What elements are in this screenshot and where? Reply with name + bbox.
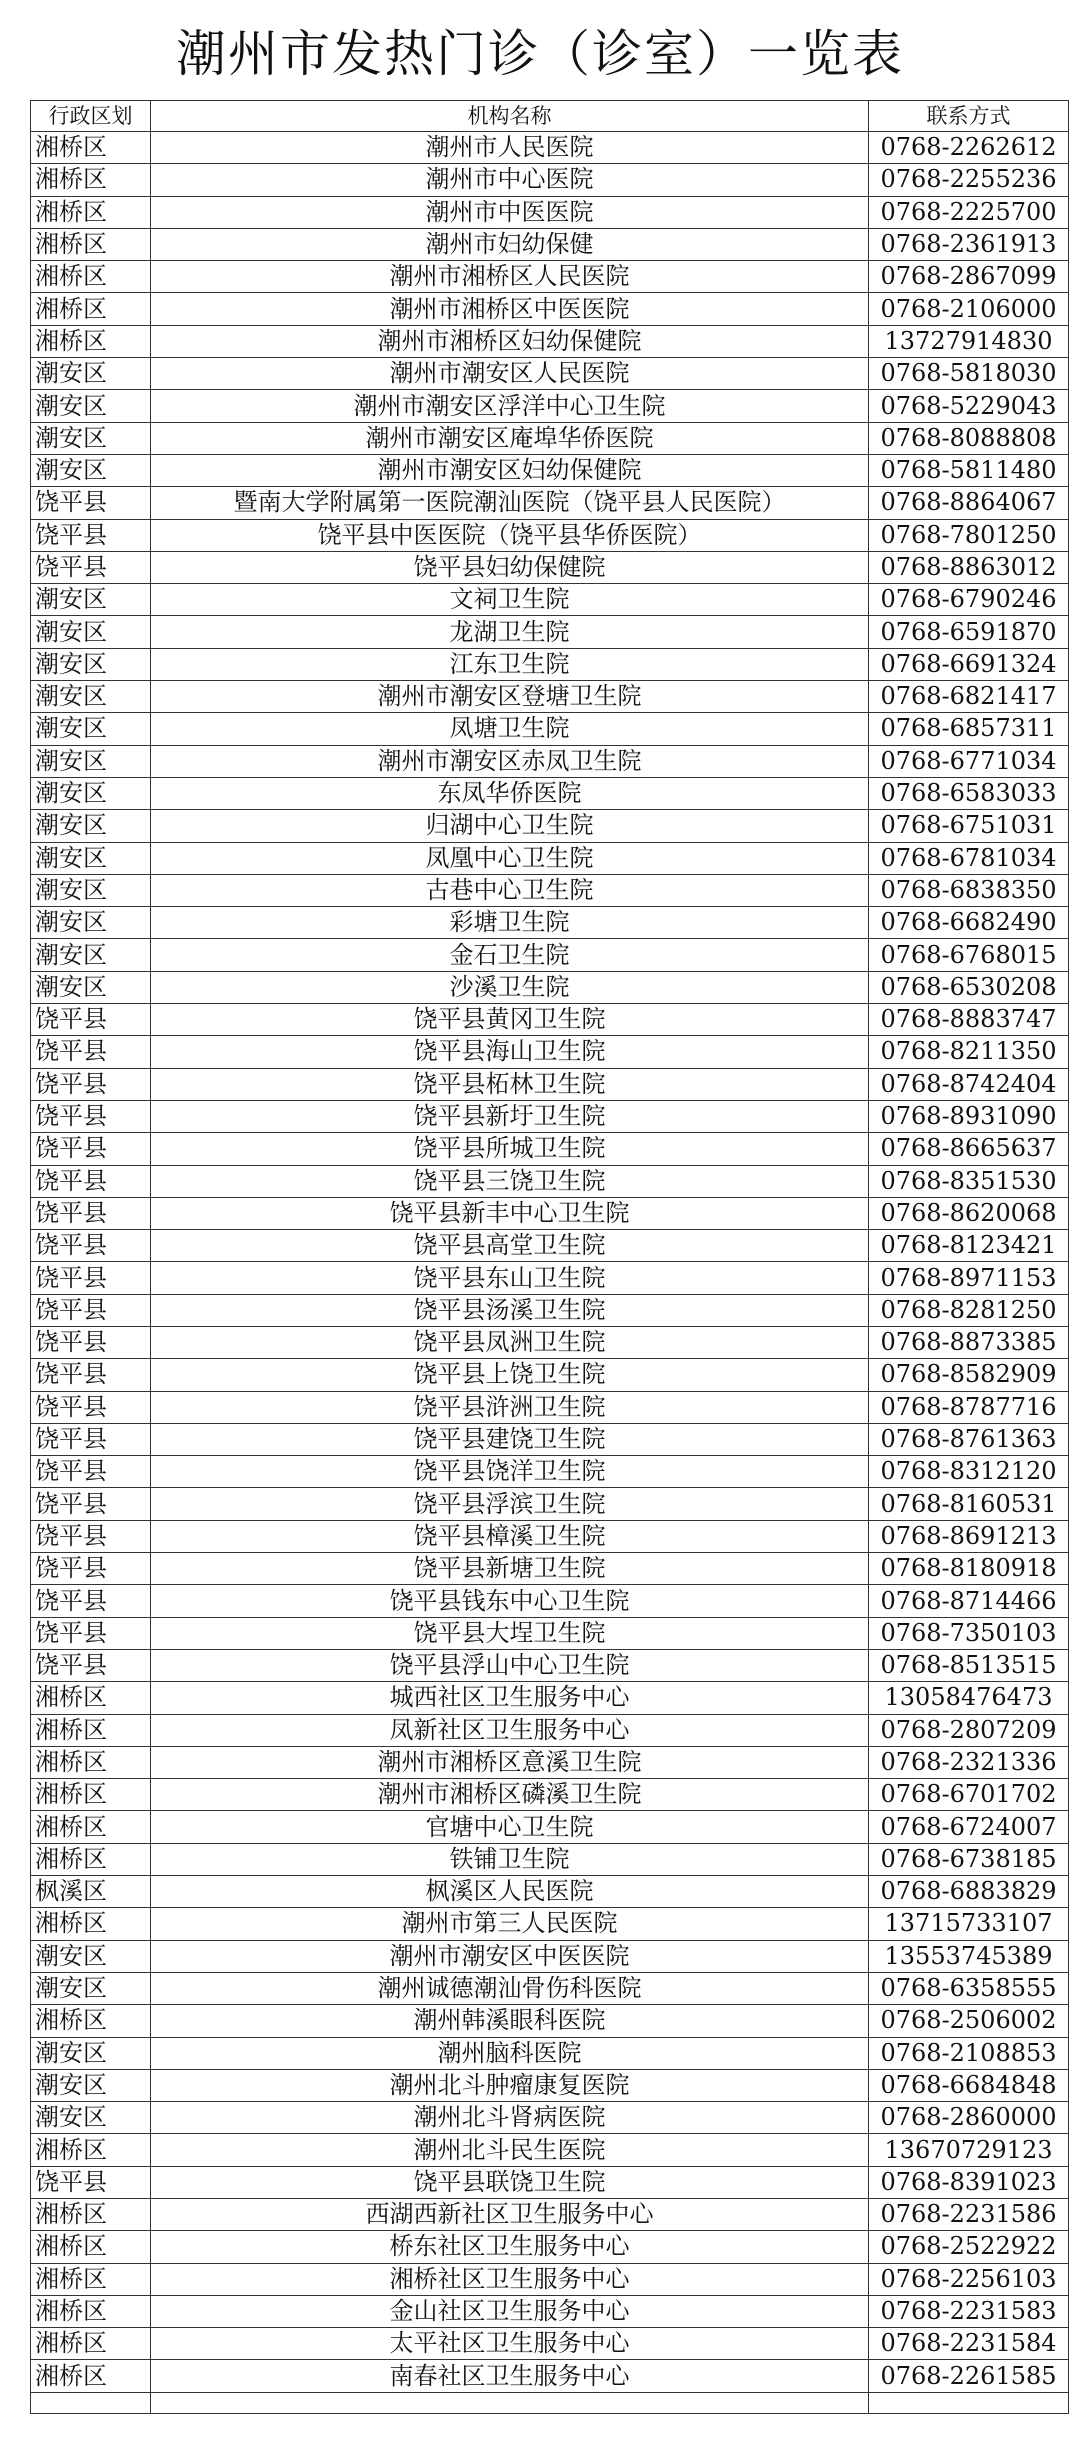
institution-name-cell: 凤新社区卫生服务中心 [151, 1714, 869, 1746]
table-row [31, 1262, 1069, 1294]
phone-cell: 0768-6682490 [869, 907, 1069, 939]
table-row [31, 1004, 1069, 1036]
table-row [31, 2005, 1069, 2037]
phone-cell: 0768-6358555 [869, 1972, 1069, 2004]
table-row [31, 2037, 1069, 2069]
phone-cell: 0768-6738185 [869, 1843, 1069, 1875]
table-row [31, 551, 1069, 583]
table-row [31, 1294, 1069, 1326]
phone-cell: 0768-6724007 [869, 1811, 1069, 1843]
district-cell: 潮安区 [31, 842, 151, 874]
institution-name-cell: 饶平县建饶卫生院 [151, 1423, 869, 1455]
table-row [31, 681, 1069, 713]
phone-cell: 0768-6691324 [869, 648, 1069, 680]
phone-cell: 0768-8714466 [869, 1585, 1069, 1617]
institution-name-cell: 饶平县新丰中心卫生院 [151, 1197, 869, 1229]
institution-name-cell: 湘桥社区卫生服务中心 [151, 2263, 869, 2295]
phone-cell: 0768-7801250 [869, 519, 1069, 551]
district-cell: 湘桥区 [31, 2295, 151, 2327]
phone-cell: 0768-6701702 [869, 1779, 1069, 1811]
district-cell: 潮安区 [31, 777, 151, 809]
institution-name-cell: 文祠卫生院 [151, 584, 869, 616]
institution-name-cell: 潮州市第三人民医院 [151, 1908, 869, 1940]
phone-cell: 0768-8691213 [869, 1520, 1069, 1552]
clinic-table [30, 100, 1069, 2414]
table-row [31, 1456, 1069, 1488]
phone-cell: 0768-8312120 [869, 1456, 1069, 1488]
table-row [31, 1100, 1069, 1132]
phone-cell: 0768-8513515 [869, 1649, 1069, 1681]
phone-cell: 0768-2231583 [869, 2295, 1069, 2327]
page-title: 潮州市发热门诊（诊室）一览表 [176, 25, 904, 83]
institution-name-cell: 饶平县浮山中心卫生院 [151, 1649, 869, 1681]
district-cell: 饶平县 [31, 1585, 151, 1617]
district-cell: 潮安区 [31, 2069, 151, 2101]
district-cell: 湘桥区 [31, 261, 151, 293]
institution-name-cell: 潮州市潮安区庵埠华侨医院 [151, 422, 869, 454]
district-cell: 湘桥区 [31, 1811, 151, 1843]
phone-cell: 0768-2225700 [869, 196, 1069, 228]
table-row [31, 1197, 1069, 1229]
phone-cell: 0768-8582909 [869, 1359, 1069, 1391]
phone-cell: 0768-8088808 [869, 422, 1069, 454]
table-row [31, 1326, 1069, 1358]
table-row [31, 1972, 1069, 2004]
table-row [31, 454, 1069, 486]
phone-cell: 0768-2522922 [869, 2231, 1069, 2263]
phone-cell: 0768-8351530 [869, 1165, 1069, 1197]
phone-cell: 0768-8620068 [869, 1197, 1069, 1229]
institution-name-cell: 潮州北斗民生医院 [151, 2134, 869, 2166]
institution-name-cell: 潮州市人民医院 [151, 132, 869, 164]
table-row [31, 1165, 1069, 1197]
table-row [31, 1553, 1069, 1585]
table-row [31, 132, 1069, 164]
table-row [31, 1230, 1069, 1262]
empty-cell [151, 2392, 869, 2413]
institution-name-cell: 凤塘卫生院 [151, 713, 869, 745]
district-cell: 饶平县 [31, 519, 151, 551]
table-row [31, 648, 1069, 680]
phone-cell: 0768-6781034 [869, 842, 1069, 874]
district-cell: 潮安区 [31, 2037, 151, 2069]
district-cell: 潮安区 [31, 810, 151, 842]
phone-cell: 0768-6684848 [869, 2069, 1069, 2101]
district-cell: 饶平县 [31, 1617, 151, 1649]
institution-name-cell: 饶平县饶洋卫生院 [151, 1456, 869, 1488]
table-row [31, 1488, 1069, 1520]
district-cell: 饶平县 [31, 1359, 151, 1391]
institution-name-cell: 潮州市潮安区人民医院 [151, 358, 869, 390]
institution-name-cell: 潮州北斗肿瘤康复医院 [151, 2069, 869, 2101]
district-cell: 湘桥区 [31, 2199, 151, 2231]
district-cell: 潮安区 [31, 939, 151, 971]
phone-cell: 0768-2256103 [869, 2263, 1069, 2295]
institution-name-cell: 潮州北斗肾病医院 [151, 2102, 869, 2134]
institution-name-cell: 饶平县新圩卫生院 [151, 1100, 869, 1132]
table-row [31, 842, 1069, 874]
table-row [31, 1682, 1069, 1714]
institution-name-cell: 太平社区卫生服务中心 [151, 2328, 869, 2360]
phone-cell: 0768-2255236 [869, 164, 1069, 196]
institution-name-cell: 潮州市湘桥区中医医院 [151, 293, 869, 325]
district-cell: 潮安区 [31, 584, 151, 616]
district-cell: 潮安区 [31, 390, 151, 422]
table-row [31, 487, 1069, 519]
institution-name-cell: 饶平县樟溪卫生院 [151, 1520, 869, 1552]
district-cell: 饶平县 [31, 1262, 151, 1294]
district-cell: 饶平县 [31, 1456, 151, 1488]
institution-name-cell: 饶平县上饶卫生院 [151, 1359, 869, 1391]
table-row [31, 1391, 1069, 1423]
phone-cell: 13670729123 [869, 2134, 1069, 2166]
district-cell: 湘桥区 [31, 1843, 151, 1875]
district-cell: 湘桥区 [31, 1779, 151, 1811]
district-cell: 湘桥区 [31, 1908, 151, 1940]
institution-name-cell: 饶平县浮滨卫生院 [151, 1488, 869, 1520]
institution-name-cell: 暨南大学附属第一医院潮汕医院（饶平县人民医院） [151, 487, 869, 519]
district-cell: 饶平县 [31, 1520, 151, 1552]
institution-name-cell: 饶平县柘林卫生院 [151, 1068, 869, 1100]
phone-cell: 0768-5811480 [869, 454, 1069, 486]
phone-cell: 0768-2261585 [869, 2360, 1069, 2392]
district-cell: 饶平县 [31, 1036, 151, 1068]
institution-name-cell: 饶平县所城卫生院 [151, 1133, 869, 1165]
table-row [31, 2360, 1069, 2392]
district-cell: 饶平县 [31, 1165, 151, 1197]
district-cell: 饶平县 [31, 2166, 151, 2198]
table-row [31, 1843, 1069, 1875]
table-row [31, 1585, 1069, 1617]
institution-name-cell: 潮州市湘桥区人民医院 [151, 261, 869, 293]
header-district: 行政区划 [31, 101, 151, 132]
institution-name-cell: 枫溪区人民医院 [151, 1876, 869, 1908]
institution-name-cell: 饶平县三饶卫生院 [151, 1165, 869, 1197]
institution-name-cell: 潮州市潮安区赤凤卫生院 [151, 745, 869, 777]
district-cell: 饶平县 [31, 1488, 151, 1520]
empty-cell [31, 2392, 151, 2413]
table-row [31, 519, 1069, 551]
institution-name-cell: 潮州韩溪眼科医院 [151, 2005, 869, 2037]
phone-cell: 0768-8665637 [869, 1133, 1069, 1165]
table-row [31, 1876, 1069, 1908]
phone-cell: 0768-2231584 [869, 2328, 1069, 2360]
phone-cell: 0768-2262612 [869, 132, 1069, 164]
district-cell: 潮安区 [31, 1940, 151, 1972]
institution-name-cell: 饶平县联饶卫生院 [151, 2166, 869, 2198]
district-cell: 潮安区 [31, 358, 151, 390]
district-cell: 饶平县 [31, 1649, 151, 1681]
district-cell: 湘桥区 [31, 2328, 151, 2360]
phone-cell: 0768-8160531 [869, 1488, 1069, 1520]
phone-cell: 0768-8863012 [869, 551, 1069, 583]
phone-cell: 0768-8123421 [869, 1230, 1069, 1262]
table-row [31, 2263, 1069, 2295]
district-cell: 湘桥区 [31, 2005, 151, 2037]
table-row [31, 196, 1069, 228]
institution-name-cell: 西湖西新社区卫生服务中心 [151, 2199, 869, 2231]
district-cell: 饶平县 [31, 1423, 151, 1455]
phone-cell: 0768-2807209 [869, 1714, 1069, 1746]
phone-cell: 0768-6857311 [869, 713, 1069, 745]
table-row [31, 1811, 1069, 1843]
phone-cell: 0768-6768015 [869, 939, 1069, 971]
phone-cell: 0768-5229043 [869, 390, 1069, 422]
institution-name-cell: 潮州市湘桥区意溪卫生院 [151, 1746, 869, 1778]
district-cell: 潮安区 [31, 616, 151, 648]
district-cell: 湘桥区 [31, 325, 151, 357]
institution-name-cell: 潮州市妇幼保健 [151, 228, 869, 260]
phone-cell: 0768-6821417 [869, 681, 1069, 713]
phone-cell: 0768-2106000 [869, 293, 1069, 325]
institution-name-cell: 金石卫生院 [151, 939, 869, 971]
empty-row [31, 2392, 1069, 2413]
phone-cell: 0768-6883829 [869, 1876, 1069, 1908]
district-cell: 饶平县 [31, 1230, 151, 1262]
district-cell: 饶平县 [31, 487, 151, 519]
header-institution: 机构名称 [151, 101, 869, 132]
district-cell: 饶平县 [31, 1197, 151, 1229]
table-row [31, 293, 1069, 325]
institution-name-cell: 潮州市潮安区登塘卫生院 [151, 681, 869, 713]
phone-cell: 0768-7350103 [869, 1617, 1069, 1649]
institution-name-cell: 龙湖卫生院 [151, 616, 869, 648]
district-cell: 枫溪区 [31, 1876, 151, 1908]
phone-cell: 0768-6838350 [869, 874, 1069, 906]
institution-name-cell: 潮州市湘桥区磷溪卫生院 [151, 1779, 869, 1811]
institution-name-cell: 城西社区卫生服务中心 [151, 1682, 869, 1714]
table-row [31, 2134, 1069, 2166]
district-cell: 饶平县 [31, 1068, 151, 1100]
table-row [31, 713, 1069, 745]
table-row [31, 584, 1069, 616]
table-row [31, 2069, 1069, 2101]
phone-cell: 0768-8761363 [869, 1423, 1069, 1455]
phone-cell: 0768-8281250 [869, 1294, 1069, 1326]
phone-cell: 0768-6530208 [869, 971, 1069, 1003]
institution-name-cell: 潮州市中医医院 [151, 196, 869, 228]
institution-name-cell: 潮州市中心医院 [151, 164, 869, 196]
table-row [31, 1133, 1069, 1165]
phone-cell: 0768-5818030 [869, 358, 1069, 390]
institution-name-cell: 饶平县钱东中心卫生院 [151, 1585, 869, 1617]
phone-cell: 13058476473 [869, 1682, 1069, 1714]
institution-name-cell: 潮州市潮安区浮洋中心卫生院 [151, 390, 869, 422]
institution-name-cell: 潮州市湘桥区妇幼保健院 [151, 325, 869, 357]
empty-cell [869, 2392, 1069, 2413]
table-row [31, 2199, 1069, 2231]
table-row [31, 2231, 1069, 2263]
district-cell: 潮安区 [31, 422, 151, 454]
institution-name-cell: 归湖中心卫生院 [151, 810, 869, 842]
institution-name-cell: 凤凰中心卫生院 [151, 842, 869, 874]
institution-name-cell: 饶平县浒洲卫生院 [151, 1391, 869, 1423]
table-row [31, 874, 1069, 906]
table-row [31, 971, 1069, 1003]
phone-cell: 13715733107 [869, 1908, 1069, 1940]
district-cell: 饶平县 [31, 1133, 151, 1165]
phone-cell: 0768-8971153 [869, 1262, 1069, 1294]
table-row [31, 1940, 1069, 1972]
institution-name-cell: 潮州市潮安区中医医院 [151, 1940, 869, 1972]
institution-name-cell: 潮州脑科医院 [151, 2037, 869, 2069]
institution-name-cell: 饶平县高堂卫生院 [151, 1230, 869, 1262]
district-cell: 潮安区 [31, 648, 151, 680]
phone-cell: 0768-2321336 [869, 1746, 1069, 1778]
phone-cell: 0768-6790246 [869, 584, 1069, 616]
table-row [31, 2295, 1069, 2327]
district-cell: 饶平县 [31, 1100, 151, 1132]
table-row [31, 1423, 1069, 1455]
phone-cell: 13553745389 [869, 1940, 1069, 1972]
district-cell: 潮安区 [31, 1972, 151, 2004]
institution-name-cell: 饶平县妇幼保健院 [151, 551, 869, 583]
phone-cell: 0768-8883747 [869, 1004, 1069, 1036]
district-cell: 潮安区 [31, 454, 151, 486]
district-cell: 潮安区 [31, 681, 151, 713]
institution-name-cell: 潮州诚德潮汕骨伤科医院 [151, 1972, 869, 2004]
table-row [31, 1779, 1069, 1811]
table-row [31, 1036, 1069, 1068]
phone-cell: 0768-8787716 [869, 1391, 1069, 1423]
institution-name-cell: 古巷中心卫生院 [151, 874, 869, 906]
table-row [31, 1649, 1069, 1681]
table-row [31, 777, 1069, 809]
district-cell: 湘桥区 [31, 1746, 151, 1778]
district-cell: 饶平县 [31, 1326, 151, 1358]
table-row [31, 2328, 1069, 2360]
table-row [31, 616, 1069, 648]
phone-cell: 0768-8180918 [869, 1553, 1069, 1585]
district-cell: 湘桥区 [31, 228, 151, 260]
header-contact: 联系方式 [869, 101, 1069, 132]
district-cell: 潮安区 [31, 874, 151, 906]
table-row [31, 939, 1069, 971]
phone-cell: 0768-2361913 [869, 228, 1069, 260]
table-row [31, 1520, 1069, 1552]
district-cell: 饶平县 [31, 1004, 151, 1036]
phone-cell: 0768-6771034 [869, 745, 1069, 777]
district-cell: 饶平县 [31, 1553, 151, 1585]
district-cell: 湘桥区 [31, 2263, 151, 2295]
phone-cell: 0768-2506002 [869, 2005, 1069, 2037]
table-row [31, 1617, 1069, 1649]
institution-name-cell: 金山社区卫生服务中心 [151, 2295, 869, 2327]
phone-cell: 0768-2231586 [869, 2199, 1069, 2231]
district-cell: 潮安区 [31, 745, 151, 777]
phone-cell: 0768-8864067 [869, 487, 1069, 519]
table-row [31, 1714, 1069, 1746]
phone-cell: 13727914830 [869, 325, 1069, 357]
table-body [31, 132, 1069, 2414]
institution-name-cell: 官塘中心卫生院 [151, 1811, 869, 1843]
table-row [31, 261, 1069, 293]
phone-cell: 0768-2867099 [869, 261, 1069, 293]
institution-name-cell: 饶平县汤溪卫生院 [151, 1294, 869, 1326]
table-header-row [31, 101, 1069, 132]
institution-name-cell: 铁铺卫生院 [151, 1843, 869, 1875]
table-row [31, 1746, 1069, 1778]
district-cell: 饶平县 [31, 1391, 151, 1423]
phone-cell: 0768-2108853 [869, 2037, 1069, 2069]
institution-name-cell: 饶平县新塘卫生院 [151, 1553, 869, 1585]
phone-cell: 0768-6583033 [869, 777, 1069, 809]
district-cell: 湘桥区 [31, 1682, 151, 1714]
table-row [31, 164, 1069, 196]
table-row [31, 1359, 1069, 1391]
institution-name-cell: 沙溪卫生院 [151, 971, 869, 1003]
district-cell: 湘桥区 [31, 2134, 151, 2166]
table-row [31, 325, 1069, 357]
institution-name-cell: 饶平县海山卫生院 [151, 1036, 869, 1068]
table-row [31, 358, 1069, 390]
table-row [31, 2166, 1069, 2198]
institution-name-cell: 饶平县大埕卫生院 [151, 1617, 869, 1649]
phone-cell: 0768-6591870 [869, 616, 1069, 648]
phone-cell: 0768-8873385 [869, 1326, 1069, 1358]
institution-name-cell: 南春社区卫生服务中心 [151, 2360, 869, 2392]
table-row [31, 390, 1069, 422]
phone-cell: 0768-8391023 [869, 2166, 1069, 2198]
table-row [31, 745, 1069, 777]
institution-name-cell: 饶平县东山卫生院 [151, 1262, 869, 1294]
institution-name-cell: 饶平县黄冈卫生院 [151, 1004, 869, 1036]
table-row [31, 422, 1069, 454]
institution-name-cell: 彩塘卫生院 [151, 907, 869, 939]
district-cell: 湘桥区 [31, 2231, 151, 2263]
institution-name-cell: 饶平县中医医院（饶平县华侨医院） [151, 519, 869, 551]
institution-name-cell: 桥东社区卫生服务中心 [151, 2231, 869, 2263]
district-cell: 潮安区 [31, 907, 151, 939]
institution-name-cell: 潮州市潮安区妇幼保健院 [151, 454, 869, 486]
phone-cell: 0768-8211350 [869, 1036, 1069, 1068]
district-cell: 湘桥区 [31, 164, 151, 196]
district-cell: 湘桥区 [31, 196, 151, 228]
district-cell: 湘桥区 [31, 1714, 151, 1746]
table-row [31, 1068, 1069, 1100]
table-row [31, 1908, 1069, 1940]
district-cell: 湘桥区 [31, 2360, 151, 2392]
phone-cell: 0768-6751031 [869, 810, 1069, 842]
table-row [31, 2102, 1069, 2134]
institution-name-cell: 江东卫生院 [151, 648, 869, 680]
table-row [31, 907, 1069, 939]
phone-cell: 0768-8742404 [869, 1068, 1069, 1100]
institution-name-cell: 饶平县凤洲卫生院 [151, 1326, 869, 1358]
district-cell: 潮安区 [31, 2102, 151, 2134]
district-cell: 饶平县 [31, 1294, 151, 1326]
institution-name-cell: 东凤华侨医院 [151, 777, 869, 809]
district-cell: 潮安区 [31, 971, 151, 1003]
phone-cell: 0768-2860000 [869, 2102, 1069, 2134]
district-cell: 潮安区 [31, 713, 151, 745]
district-cell: 饶平县 [31, 551, 151, 583]
table-row [31, 228, 1069, 260]
district-cell: 湘桥区 [31, 132, 151, 164]
phone-cell: 0768-8931090 [869, 1100, 1069, 1132]
district-cell: 湘桥区 [31, 293, 151, 325]
table-row [31, 810, 1069, 842]
